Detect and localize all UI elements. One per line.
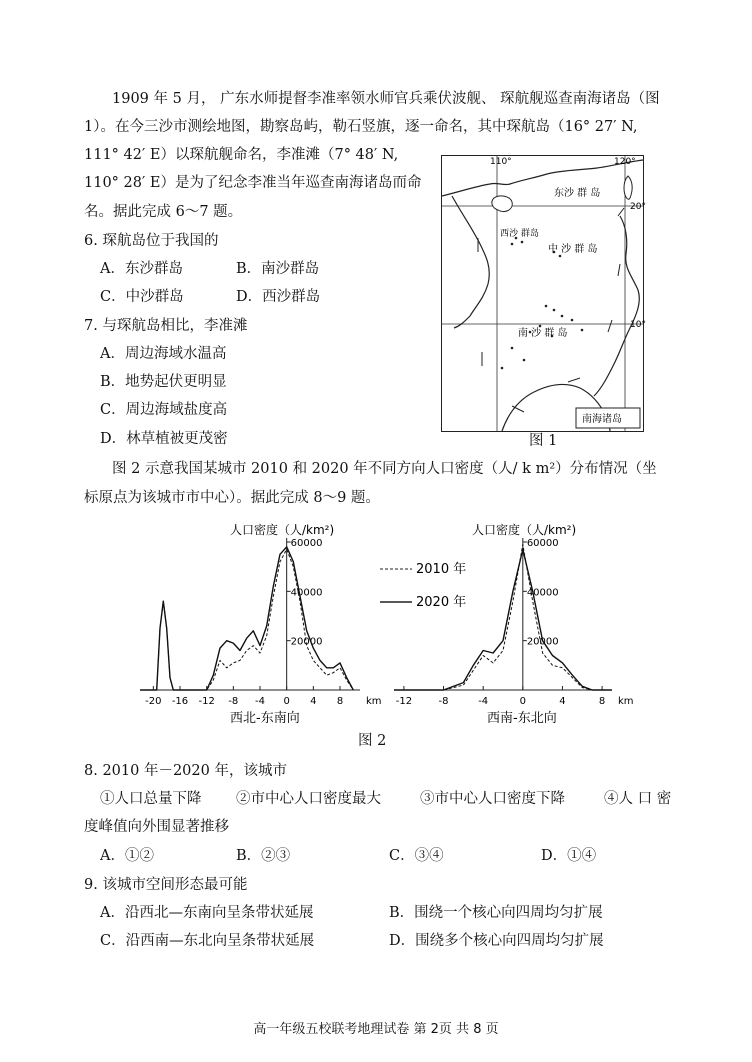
dash-line-5	[608, 320, 612, 332]
intro-line-1: 1909 年 5 月， 广东水师提督李准率领水师官兵乘伏波舰、 琛航舰巡查南海诸岛（图	[112, 91, 660, 107]
left-x-tick-label: 4	[310, 696, 317, 707]
xisha-label: 西沙 群岛	[500, 229, 539, 239]
q6-option-c[interactable]: C．中沙群岛	[100, 289, 184, 305]
left-series-2010	[140, 549, 353, 690]
intro-line-5: 名。据此完成 6～7 题。	[84, 204, 243, 220]
legend-label: 南海诸岛	[582, 414, 622, 425]
right-x-tick-label: -4	[478, 696, 489, 707]
q8-statement-3: ③市中心人口密度下降	[420, 791, 565, 807]
south-china-sea-map	[441, 155, 644, 432]
island-dots	[501, 237, 584, 370]
q8-option-a[interactable]: A．①②	[100, 848, 154, 864]
fig2-intro-line-1: 图 2 示意我国某城市 2010 和 2020 年不同方向人口密度（人/ k m²）分布情况（坐	[112, 461, 657, 477]
fig2-intro-line-2: 标原点为该城市市中心）。据此完成 8～9 题。	[84, 490, 380, 506]
right-x-tick-label: 4	[559, 696, 566, 707]
q7-option-a[interactable]: A．周边海域水温高	[100, 346, 227, 362]
population-density-charts	[0, 510, 752, 730]
q6-option-b[interactable]: B．南沙群岛	[236, 261, 320, 277]
left-x-tick-label: 0	[283, 696, 290, 707]
dongsha-label: 东沙 群 岛	[554, 188, 601, 199]
vietnam-coastline	[452, 196, 489, 328]
china-coastline	[442, 160, 643, 196]
q8-option-b[interactable]: B．②③	[236, 848, 291, 864]
left-x-tick-label: -4	[255, 696, 265, 707]
left-y-tick-label: 20000	[290, 636, 323, 648]
lat-10-label: 10°	[630, 320, 646, 330]
legend-2010-label: 2010 年	[416, 562, 467, 577]
left-y-tick-label: 60000	[290, 538, 323, 549]
left-x-tick-label: -20	[145, 696, 162, 707]
page-footer: 高一年级五校联考地理试卷 第 2页 共 8 页	[253, 1022, 499, 1037]
q7-option-c[interactable]: C．周边海域盐度高	[100, 402, 228, 418]
right-x-tick-label: 8	[598, 696, 606, 707]
left-chart-nw-se	[140, 538, 382, 707]
q9-option-d[interactable]: D．围绕多个核心向四周均匀扩展	[389, 933, 604, 949]
q7-stem: 7. 与琛航岛相比，李准滩	[84, 318, 248, 334]
right-xlabel: 西南-东北向	[487, 711, 557, 726]
intro-line-4: 110° 28′ E）是为了纪念李准当年巡查南海诸岛而命	[84, 175, 422, 191]
q8-statement-4b: 度峰值向外围显著推移	[84, 819, 229, 835]
right-ylabel: 人口密度（人/km²)	[472, 523, 577, 537]
right-x-unit: km	[618, 696, 634, 707]
right-y-tick-label: 40000	[526, 587, 559, 599]
left-y-tick-label: 40000	[290, 587, 323, 599]
left-x-tick-label: -8	[228, 696, 239, 707]
legend-2020-label: 2020 年	[416, 595, 467, 610]
map-drawing	[442, 156, 646, 431]
q8-statement-4a: ④人 口 密	[604, 791, 672, 807]
right-y-tick-label: 60000	[526, 538, 559, 549]
left-x-tick-label: -12	[198, 696, 215, 707]
dash-line-6	[618, 264, 620, 276]
q6-option-a[interactable]: A．东沙群岛	[100, 261, 183, 277]
lon-110-label: 110°	[490, 157, 512, 167]
left-xlabel: 西北-东南向	[230, 711, 300, 726]
q7-option-d[interactable]: D．林草植被更茂密	[100, 431, 228, 447]
right-y-tick-label: 20000	[526, 636, 559, 648]
left-x-tick-label: 8	[336, 696, 344, 707]
left-x-unit: km	[366, 696, 382, 707]
right-x-tick-label: -12	[395, 696, 413, 707]
q8-stem: 8. 2010 年－2020 年，该城市	[84, 763, 287, 779]
fig1-caption: 图 1	[529, 433, 558, 449]
philippines-coastline	[594, 216, 639, 396]
dash-line-4	[568, 378, 580, 382]
q9-option-a[interactable]: A．沿西北—东南向呈条带状延展	[100, 905, 314, 921]
hainan-island	[492, 196, 512, 212]
intro-line-2: 1）。在今三沙市测绘地图，勘察岛屿，勒石竖旗，逐一命名，其中琛航岛（16° 27′ N,	[84, 119, 638, 135]
q8-option-c[interactable]: C．③④	[389, 848, 444, 864]
fig2-caption: 图 2	[358, 733, 387, 749]
q8-statement-1: ①人口总量下降	[100, 791, 202, 807]
lat-20-label: 20°	[630, 202, 646, 212]
q6-option-d[interactable]: D．西沙群岛	[236, 289, 321, 305]
taiwan-island	[624, 176, 632, 199]
q9-option-b[interactable]: B．围绕一个核心向四周均匀扩展	[389, 905, 603, 921]
intro-line-3: 111° 42′ E）以琛航舰命名，李准滩（7° 48′ N,	[84, 147, 399, 163]
q8-statement-2: ②市中心人口密度最大	[236, 791, 381, 807]
q6-stem: 6. 琛航岛位于我国的	[84, 233, 219, 249]
q8-option-d[interactable]: D．①④	[541, 848, 597, 864]
left-x-tick-label: -16	[171, 696, 189, 707]
zhongsha-label: 中 沙 群 岛	[548, 244, 598, 255]
left-ylabel: 人口密度（人/km²)	[230, 523, 335, 537]
right-x-tick-label: 0	[519, 696, 527, 707]
lon-120-label: 120°	[614, 157, 636, 167]
q7-option-b[interactable]: B．地势起伏更明显	[100, 374, 227, 390]
right-x-tick-label: -8	[438, 696, 449, 707]
nansha-label: 南 沙 群 岛	[518, 328, 568, 339]
q9-stem: 9. 该城市空间形态最可能	[84, 877, 248, 893]
dash-line-7	[618, 208, 624, 216]
q9-option-c[interactable]: C．沿西南—东北向呈条带状延展	[100, 933, 315, 949]
